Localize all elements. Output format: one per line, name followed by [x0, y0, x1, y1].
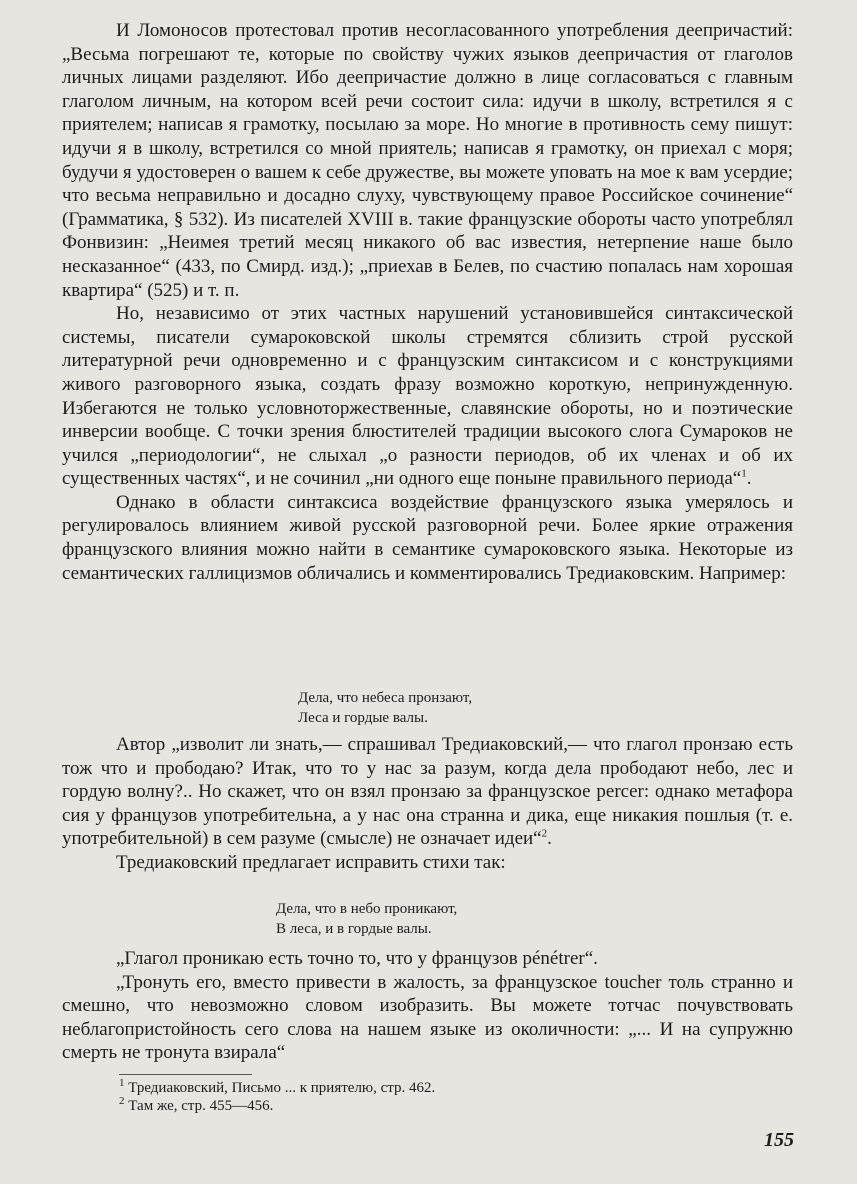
paragraph-lomonosov: И Ломоносов протестовал против несогласованного употребления деепричастий: „Весьма погрешают те, которые по свойству чужих языков деепричастия от глаголов личных лицами разделяют. Ибо деепричастие должно в лице согласоваться с главным глаголом личным, на котором всей речи состоит сила: идучи в школу, встретился я с приятелем; написав я грамотку, посылаю за море. Но многие в противность сему пишут: идучи я в школу, встретился со мной приятель; написав я грамотку, он приехал с моря; будучи я удостоверен о вашем к себе дружестве, вы можете уповать на мое к вам усердие; что весьма неправильно и досадно слуху, чувствующему правое Российское сочинение“ (Грамматика, § 532). Из писателей XVIII в. такие французские обороты часто употреблял Фонвизин: „Неимея третий месяц никакого об вас известия, нетерпение наше было несказанное“ (433, по Смирд. изд.); „приехав в Белев, по счастию попалась нам хорошая квартира“ (525) и т. п.: [62, 20, 793, 301]
verse-line: Дела, что в небо проникают,: [276, 901, 458, 917]
paragraph-sumarokov-syntax: Но, независимо от этих частных нарушений установившейся синтаксической системы, писатели сумароковской школы стремятся сблизить строй русской литературной речи одновременно и с французским синтаксисом и с конструкциями живого разговорного языка, создать фразу возможно короткую, непринужденную. Избегаются не только условноторжественные, славянские обороты, но и поэтические инверсии вообще. С точки зрения блюстителей традиции высокого слога Сумароков не учился „периодологии“, не слыхал „о разности периодов, об их членах и об их существенных частях“, и не сочинил „ни одного еще поныне правильного периода“$^1$.: [62, 303, 793, 490]
main-text-continued: [62, 733, 793, 875]
footnote-divider: [119, 1074, 252, 1075]
footnote-1: $^1$ Тредиаковский, Письмо ... к приятелю, стр. 462.: [119, 1077, 436, 1096]
footnote-ref: 1: [741, 467, 747, 480]
verse-line: В леса, и в гордые валы.: [276, 921, 432, 937]
verse-original: [298, 688, 472, 728]
page-number: 155: [764, 1129, 794, 1151]
main-text: [62, 19, 793, 585]
paragraph-gallicisms: Однако в области синтаксиса воздействие французского языка умерялось и регулировалось влиянием живой русской разговорной речи. Более яркие отражения французского влияния можно найти в семантике сумароковского языка. Некоторые из семантических галлицизмов обличались и комментировались Тредиаковским. Например:: [62, 491, 793, 584]
paragraph-trediakovsky-quote: Автор „изволит ли знать,— спрашивал Тредиаковский,— что глагол пронзаю есть тож что и прободаю? Итак, что то у нас за разум, когда дела прободают небо, лес и гордую волну?.. Но скажет, что он взял пронзаю за французское percer: однако метафора сия у французов употребительна, а у нас она странна и дика, еще никакия пошлыя (т. е. употребительной) в сем разуме (смысле) не означает идеи“$^2$.: [62, 734, 793, 850]
paragraph-penetrer: „Глагол проникаю есть точно то, что у французов pénétrer“.: [116, 948, 598, 969]
footnote-2: $^2$ Там же, стр. 455—456.: [119, 1095, 274, 1114]
footnote-marker: 2: [119, 1095, 125, 1107]
paragraph-correction-intro: Тредиаковский предлагает исправить стихи так:: [116, 851, 506, 873]
verse-corrected: [276, 899, 457, 939]
main-text-final: [62, 947, 793, 1065]
footnote-ref: 2: [541, 828, 548, 841]
footnotes: [119, 1079, 799, 1115]
verse-line: Леса и гордые валы.: [298, 710, 428, 726]
verse-line: Дела, что небеса пронзают,: [298, 690, 473, 706]
paragraph-toucher: „Тронуть его, вместо привести в жалость, за французское toucher толь странно и смешно, что невозможно словом изобразить. Вы можете тотчас почувствовать неблагопристойность сего слова на нашем языке из околичности: „... И на супружню смерть не тронута взирала“: [62, 971, 793, 1064]
footnote-marker: 1: [119, 1077, 125, 1089]
